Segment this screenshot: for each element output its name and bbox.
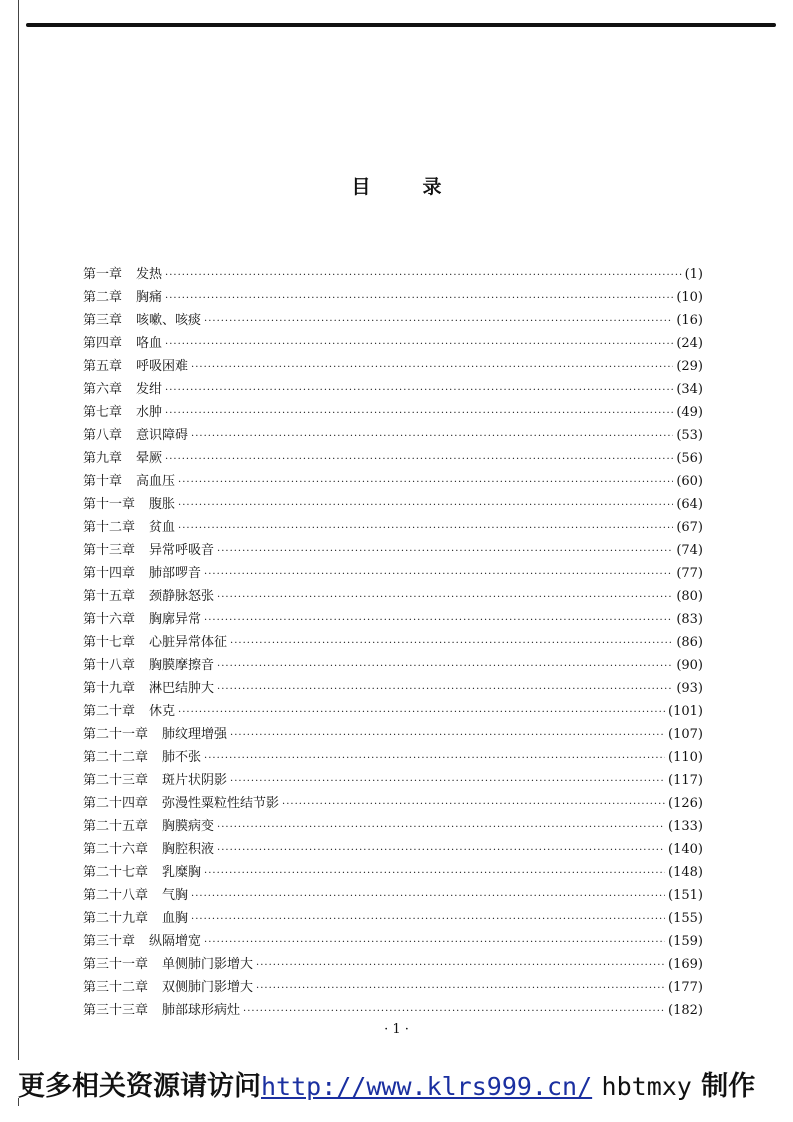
dot-leader <box>191 362 673 373</box>
chapter-number: 第五章 <box>83 359 123 374</box>
footer-suffix: 制作 <box>701 1071 756 1102</box>
dot-leader <box>204 316 673 327</box>
chapter-page: (60) <box>676 474 703 489</box>
chapter-title: 血胸 <box>162 911 189 926</box>
toc-entry[interactable] <box>83 769 703 792</box>
chapter-number: 第二十一章 <box>83 727 149 742</box>
chapter-number: 第十六章 <box>83 612 136 627</box>
dot-leader <box>178 707 665 718</box>
chapter-title: 斑片状阴影 <box>162 773 228 788</box>
toc-entry[interactable] <box>83 976 703 999</box>
chapter-title: 胸膜摩擦音 <box>149 658 215 673</box>
toc-entry[interactable] <box>83 723 703 746</box>
toc-entry[interactable] <box>83 907 703 930</box>
chapter-page: (16) <box>676 313 703 328</box>
chapter-number: 第一章 <box>83 267 123 282</box>
chapter-title: 肺不张 <box>162 750 202 765</box>
toc-entry[interactable] <box>83 516 703 539</box>
dot-leader <box>204 753 665 764</box>
chapter-page: (107) <box>668 727 703 742</box>
toc-entry[interactable] <box>83 746 703 769</box>
chapter-title: 胸膜病变 <box>162 819 215 834</box>
table-of-contents <box>83 263 703 1022</box>
chapter-title: 腹胀 <box>149 497 176 512</box>
toc-entry[interactable] <box>83 470 703 493</box>
chapter-page: (155) <box>668 911 703 926</box>
dot-leader <box>165 454 673 465</box>
chapter-title: 淋巴结肿大 <box>149 681 215 696</box>
chapter-page: (117) <box>668 773 703 788</box>
dot-leader <box>243 1006 665 1017</box>
chapter-number: 第十八章 <box>83 658 136 673</box>
toc-entry[interactable] <box>83 493 703 516</box>
chapter-title: 晕厥 <box>136 451 163 466</box>
chapter-title: 乳糜胸 <box>162 865 202 880</box>
chapter-page: (159) <box>668 934 703 949</box>
chapter-title: 发绀 <box>136 382 163 397</box>
chapter-title: 肺部啰音 <box>149 566 202 581</box>
toc-entry[interactable] <box>83 792 703 815</box>
chapter-number: 第二十章 <box>83 704 136 719</box>
chapter-number: 第二章 <box>83 290 123 305</box>
dot-leader <box>204 615 673 626</box>
dot-leader <box>178 500 673 511</box>
chapter-page: (177) <box>668 980 703 995</box>
footer-link[interactable]: http://www.klrs999.cn/ <box>261 1072 593 1101</box>
chapter-page: (83) <box>676 612 703 627</box>
chapter-title: 肺纹理增强 <box>162 727 228 742</box>
chapter-number: 第十章 <box>83 474 123 489</box>
dot-leader <box>178 477 673 488</box>
chapter-number: 第八章 <box>83 428 123 443</box>
chapter-number: 第二十九章 <box>83 911 149 926</box>
dot-leader <box>191 914 665 925</box>
top-rule <box>26 23 776 27</box>
chapter-number: 第三十二章 <box>83 980 149 995</box>
chapter-number: 第十九章 <box>83 681 136 696</box>
chapter-title: 心脏异常体征 <box>149 635 228 650</box>
chapter-page: (56) <box>676 451 703 466</box>
chapter-number: 第三十章 <box>83 934 136 949</box>
chapter-page: (182) <box>668 1003 703 1018</box>
chapter-number: 第十一章 <box>83 497 136 512</box>
toc-entry[interactable] <box>83 562 703 585</box>
toc-entry[interactable] <box>83 654 703 677</box>
chapter-number: 第十七章 <box>83 635 136 650</box>
chapter-title: 胸痛 <box>136 290 163 305</box>
toc-entry[interactable] <box>83 631 703 654</box>
chapter-page: (140) <box>668 842 703 857</box>
chapter-number: 第十二章 <box>83 520 136 535</box>
toc-entry[interactable] <box>83 677 703 700</box>
chapter-page: (10) <box>676 290 703 305</box>
dot-leader <box>256 983 665 994</box>
chapter-page: (74) <box>676 543 703 558</box>
toc-entry[interactable] <box>83 263 703 286</box>
chapter-title: 异常呼吸音 <box>149 543 215 558</box>
dot-leader <box>217 845 665 856</box>
chapter-page: (67) <box>676 520 703 535</box>
chapter-page: (24) <box>676 336 703 351</box>
page-number: · 1 · <box>384 1022 409 1037</box>
chapter-number: 第二十五章 <box>83 819 149 834</box>
footer-maker: hbtmxy <box>601 1072 692 1101</box>
dot-leader <box>165 339 673 350</box>
dot-leader <box>230 776 665 787</box>
toc-entry[interactable] <box>83 999 703 1022</box>
chapter-number: 第九章 <box>83 451 123 466</box>
chapter-number: 第十五章 <box>83 589 136 604</box>
toc-entry[interactable] <box>83 286 703 309</box>
toc-entry[interactable] <box>83 332 703 355</box>
dot-leader <box>165 408 673 419</box>
chapter-number: 第十三章 <box>83 543 136 558</box>
chapter-page: (77) <box>676 566 703 581</box>
chapter-number: 第十四章 <box>83 566 136 581</box>
toc-entry[interactable] <box>83 378 703 401</box>
chapter-page: (110) <box>668 750 703 765</box>
chapter-page: (93) <box>676 681 703 696</box>
dot-leader <box>204 868 665 879</box>
chapter-page: (133) <box>668 819 703 834</box>
dot-leader <box>217 592 673 603</box>
chapter-page: (80) <box>676 589 703 604</box>
chapter-title: 颈静脉怒张 <box>149 589 215 604</box>
chapter-number: 第二十八章 <box>83 888 149 903</box>
dot-leader <box>282 799 665 810</box>
chapter-title: 胸廓异常 <box>149 612 202 627</box>
chapter-number: 第四章 <box>83 336 123 351</box>
toc-entry[interactable] <box>83 539 703 562</box>
chapter-title: 贫血 <box>149 520 176 535</box>
toc-entry[interactable] <box>83 838 703 861</box>
chapter-page: (34) <box>676 382 703 397</box>
chapter-title: 胸腔积液 <box>162 842 215 857</box>
dot-leader <box>165 293 673 304</box>
dot-leader <box>191 891 665 902</box>
dot-leader <box>217 661 673 672</box>
dot-leader <box>256 960 665 971</box>
chapter-page: (148) <box>668 865 703 880</box>
dot-leader <box>165 270 682 281</box>
toc-entry[interactable] <box>83 953 703 976</box>
chapter-title: 意识障碍 <box>136 428 189 443</box>
toc-entry[interactable] <box>83 861 703 884</box>
chapter-page: (169) <box>668 957 703 972</box>
chapter-page: (64) <box>676 497 703 512</box>
toc-entry[interactable] <box>83 447 703 470</box>
toc-entry[interactable] <box>83 585 703 608</box>
footer-prefix: 更多相关资源请访问 <box>18 1071 261 1102</box>
chapter-title: 咯血 <box>136 336 163 351</box>
chapter-title: 单侧肺门影增大 <box>162 957 254 972</box>
dot-leader <box>204 569 673 580</box>
chapter-title: 发热 <box>136 267 163 282</box>
chapter-page: (29) <box>676 359 703 374</box>
chapter-number: 第二十七章 <box>83 865 149 880</box>
footer-banner <box>18 1064 755 1103</box>
chapter-number: 第三十三章 <box>83 1003 149 1018</box>
dot-leader <box>217 546 673 557</box>
chapter-page: (49) <box>676 405 703 420</box>
dot-leader <box>191 431 673 442</box>
chapter-title: 纵隔增宽 <box>149 934 202 949</box>
toc-entry[interactable] <box>83 309 703 332</box>
chapter-title: 咳嗽、咳痰 <box>136 313 202 328</box>
dot-leader <box>217 822 665 833</box>
chapter-number: 第二十二章 <box>83 750 149 765</box>
chapter-title: 弥漫性粟粒性结节影 <box>162 796 280 811</box>
chapter-page: (53) <box>676 428 703 443</box>
dot-leader <box>230 730 665 741</box>
dot-leader <box>230 638 673 649</box>
chapter-title: 高血压 <box>136 474 176 489</box>
dot-leader <box>165 385 673 396</box>
chapter-title: 气胸 <box>162 888 189 903</box>
page-title: 目录 <box>351 176 494 198</box>
dot-leader <box>178 523 673 534</box>
toc-entry[interactable] <box>83 401 703 424</box>
chapter-title: 休克 <box>149 704 176 719</box>
dot-leader <box>217 684 673 695</box>
chapter-title: 呼吸困难 <box>136 359 189 374</box>
chapter-title: 肺部球形病灶 <box>162 1003 241 1018</box>
toc-entry[interactable] <box>83 700 703 723</box>
chapter-title: 双侧肺门影增大 <box>162 980 254 995</box>
chapter-title: 水肿 <box>136 405 163 420</box>
chapter-number: 第二十四章 <box>83 796 149 811</box>
toc-entry[interactable] <box>83 815 703 838</box>
chapter-page: (151) <box>668 888 703 903</box>
chapter-page: (90) <box>676 658 703 673</box>
chapter-number: 第二十六章 <box>83 842 149 857</box>
chapter-number: 第二十三章 <box>83 773 149 788</box>
chapter-number: 第七章 <box>83 405 123 420</box>
toc-entry[interactable] <box>83 355 703 378</box>
chapter-number: 第六章 <box>83 382 123 397</box>
chapter-page: (101) <box>668 704 703 719</box>
dot-leader <box>204 937 665 948</box>
chapter-number: 第三章 <box>83 313 123 328</box>
toc-entry[interactable] <box>83 884 703 907</box>
chapter-page: (126) <box>668 796 703 811</box>
left-margin-rule <box>18 0 19 1060</box>
toc-entry[interactable] <box>83 424 703 447</box>
chapter-number: 第三十一章 <box>83 957 149 972</box>
toc-entry[interactable] <box>83 608 703 631</box>
chapter-page: (1) <box>684 267 703 282</box>
toc-entry[interactable] <box>83 930 703 953</box>
chapter-page: (86) <box>676 635 703 650</box>
